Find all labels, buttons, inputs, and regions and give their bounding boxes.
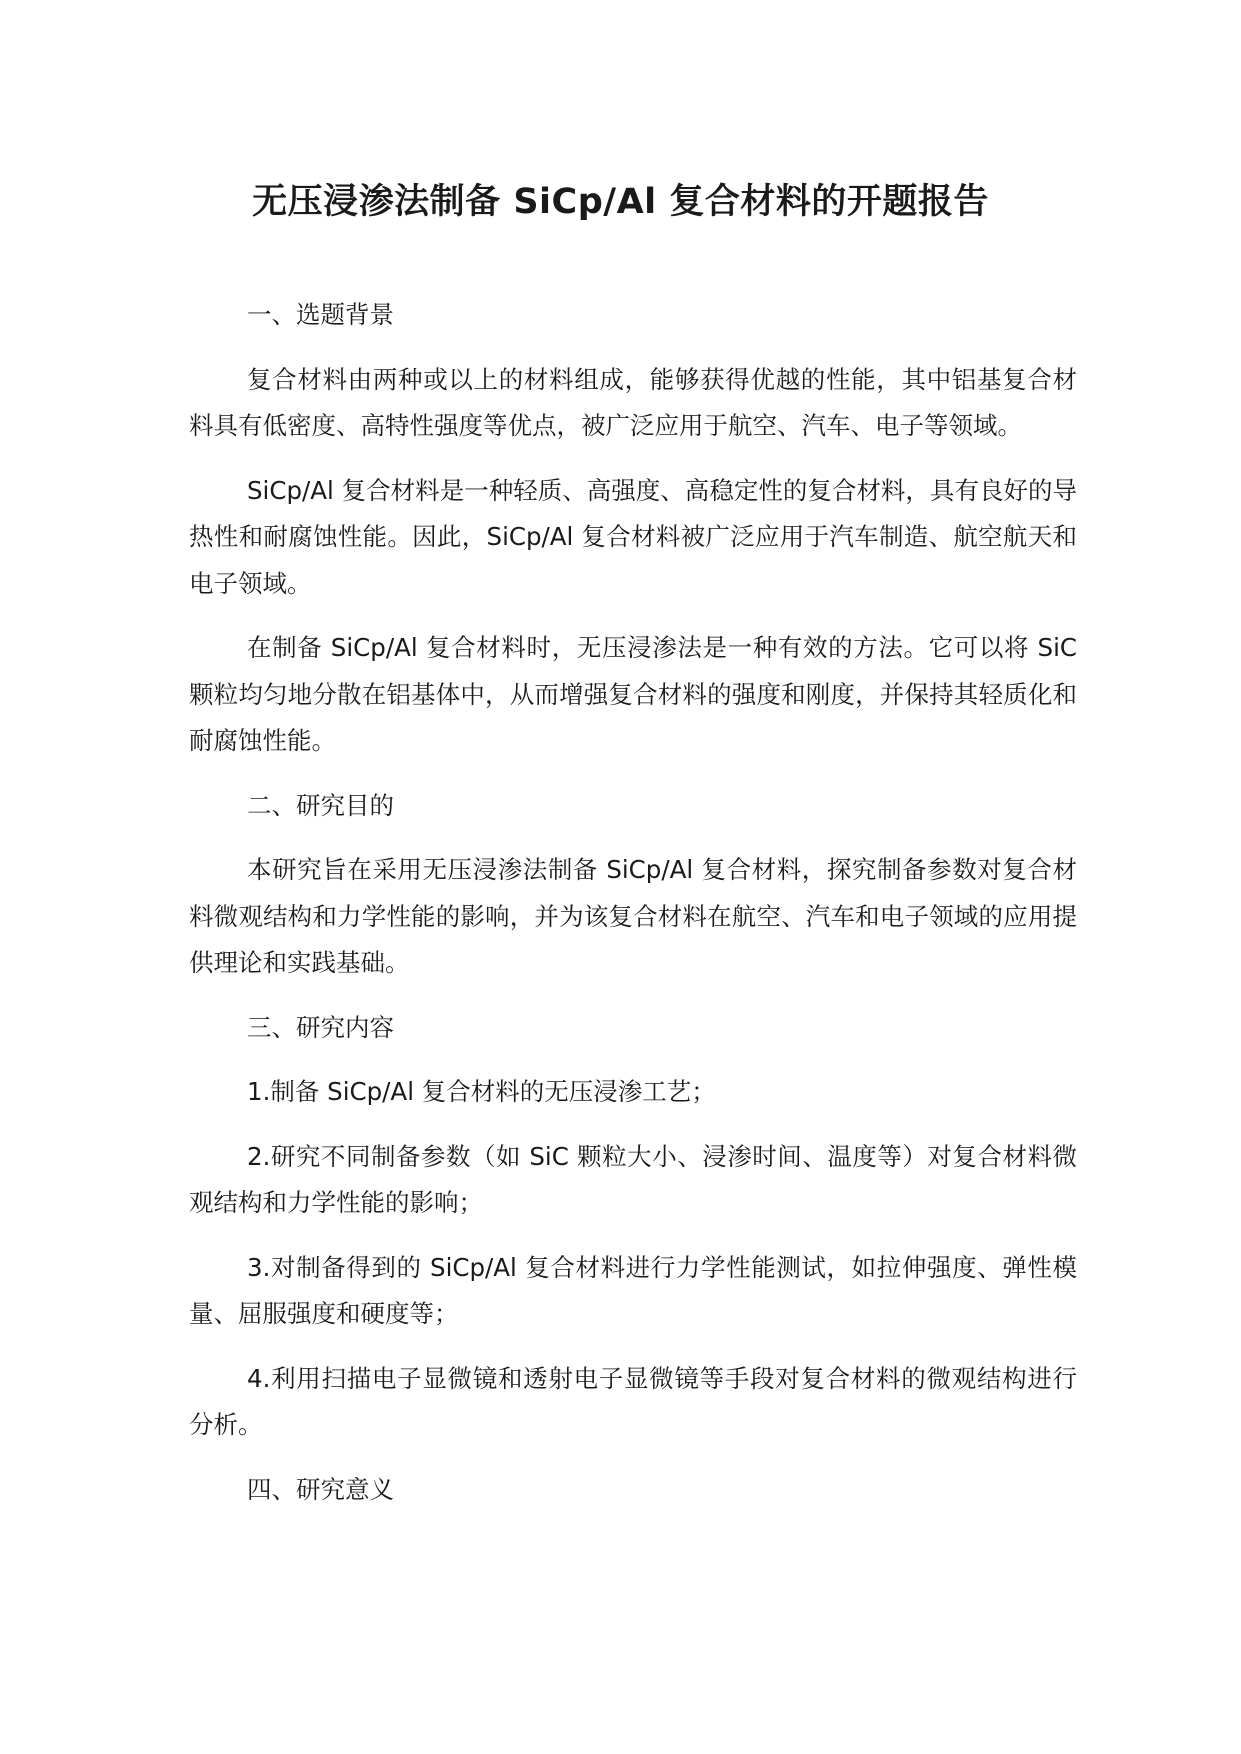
document-title: 无压浸渗法制备 SiCp/Al 复合材料的开题报告 [252,182,989,222]
section-heading-content: 三、研究内容 [247,1012,394,1042]
paragraph-background-1: 复合材料由两种或以上的材料组成，能够获得优越的性能，其中铝基复合材料具有低密度、高特性强度等优点，被广泛应用于航空、汽车、电子等领域。 [189,364,1077,440]
section-heading-purpose: 二、研究目的 [247,790,394,820]
paragraph-background-2: SiCp/Al 复合材料是一种轻质、高强度、高稳定性的复合材料，具有良好的导热性和耐腐蚀性能。因此，SiCp/Al 复合材料被广泛应用于汽车制造、航空航天和电子领域。 [189,475,1077,598]
list-item-content-4: 4.利用扫描电子显微镜和透射电子显微镜等手段对复合材料的微观结构进行分析。 [189,1363,1077,1439]
list-item-content-3: 3.对制备得到的 SiCp/Al 复合材料进行力学性能测试，如拉伸强度、弹性模量、屈服强度和硬度等； [189,1252,1077,1328]
list-item-content-1: 1.制备 SiCp/Al 复合材料的无压浸渗工艺； [247,1077,716,1106]
list-item-content-2: 2.研究不同制备参数（如 SiC 颗粒大小、浸渗时间、温度等）对复合材料微观结构和力学性能的影响； [189,1141,1077,1217]
section-heading-significance: 四、研究意义 [247,1474,394,1504]
section-heading-background: 一、选题背景 [247,300,394,329]
document-body [189,292,1077,1531]
paragraph-background-3: 在制备 SiCp/Al 复合材料时，无压浸渗法是一种有效的方法。它可以将 SiC 颗粒均匀地分散在铝基体中，从而增强复合材料的强度和刚度，并保持其轻质化和耐腐蚀性能。 [189,633,1077,755]
paragraph-purpose: 本研究旨在采用无压浸渗法制备 SiCp/Al 复合材料，探究制备参数对复合材料微观结构和力学性能的影响，并为该复合材料在航空、汽车和电子领域的应用提供理论和实践基础。 [189,855,1077,977]
